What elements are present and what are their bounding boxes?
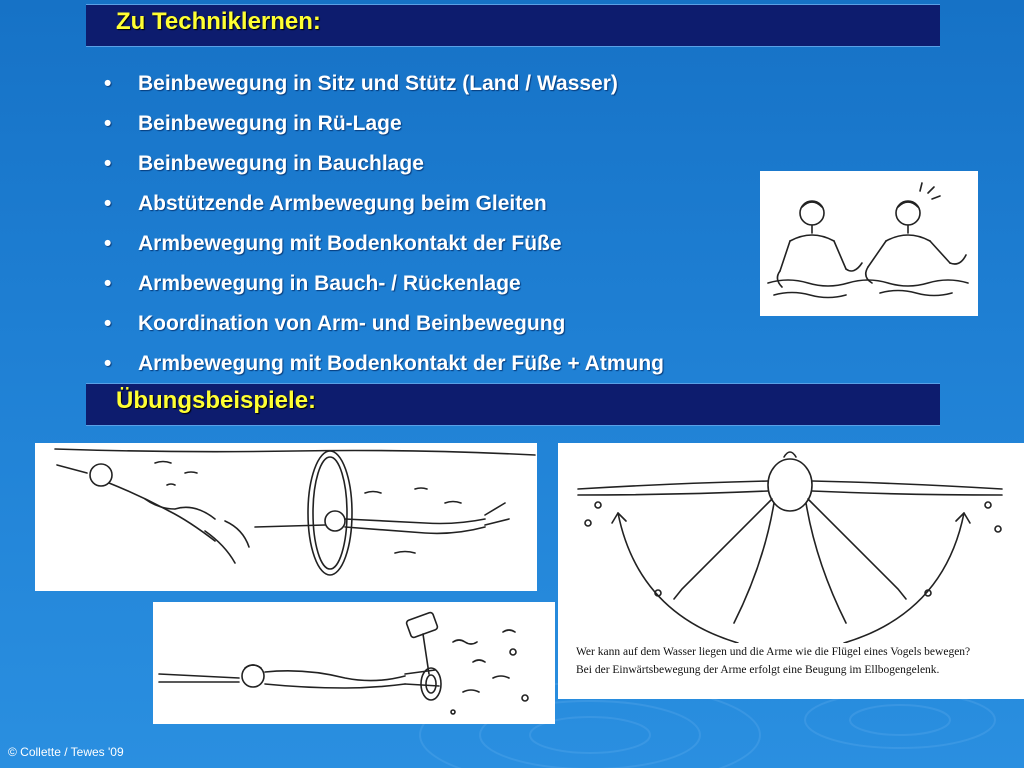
section-title-uebungsbeispiele: Übungsbeispiele:	[116, 387, 317, 414]
illustration-glide-to-pull-buoy	[153, 602, 555, 724]
bullet-dot-icon: •	[104, 72, 112, 95]
bullet-item	[104, 264, 664, 304]
bullet-text: Beinbewegung in Bauchlage	[138, 152, 424, 175]
bullet-dot-icon: •	[104, 152, 112, 175]
bullet-text: Koordination von Arm- und Beinbewegung	[138, 312, 566, 335]
bullet-dot-icon: •	[104, 112, 112, 135]
bullet-item	[104, 144, 664, 184]
caption-line-2: Bei der Einwärtsbewegung der Arme erfolgt eine Beugung im Ellbogengelenk.	[576, 664, 940, 676]
bullet-item	[104, 344, 664, 384]
bullet-dot-icon: •	[104, 272, 112, 295]
bullet-dot-icon: •	[104, 312, 112, 335]
bullet-item	[104, 104, 664, 144]
bullet-text: Beinbewegung in Rü-Lage	[138, 112, 402, 135]
header-bar-techniklernen	[86, 4, 940, 47]
illustration-bird-wing-arms	[558, 443, 1024, 699]
caption-line-1: Wer kann auf dem Wasser liegen und die Arme wie die Flügel eines Vogels bewegen?	[576, 646, 971, 658]
copyright-footer: © Collette / Tewes '09	[8, 745, 124, 759]
bullet-text: Armbewegung in Bauch- / Rückenlage	[138, 272, 521, 295]
section-title-techniklernen: Zu Techniklernen:	[116, 8, 321, 35]
bullet-dot-icon: •	[104, 352, 112, 375]
illustration-glide-through-hoop	[35, 443, 537, 591]
technique-bullet-list	[104, 64, 664, 384]
bird-arms-caption	[576, 643, 1016, 679]
illustration-swimmers-arm-support	[760, 171, 978, 316]
bullet-text: Abstützende Armbewegung beim Gleiten	[138, 192, 547, 215]
bullet-text: Armbewegung mit Bodenkontakt der Füße + Atmung	[138, 352, 664, 375]
bullet-dot-icon: •	[104, 232, 112, 255]
bullet-item	[104, 184, 664, 224]
bullet-item	[104, 304, 664, 344]
bullet-dot-icon: •	[104, 192, 112, 215]
bullet-text: Beinbewegung in Sitz und Stütz (Land / Wasser)	[138, 72, 618, 95]
bullet-item	[104, 224, 664, 264]
bullet-text: Armbewegung mit Bodenkontakt der Füße	[138, 232, 562, 255]
bullet-item	[104, 64, 664, 104]
header-bar-uebungsbeispiele	[86, 383, 940, 426]
